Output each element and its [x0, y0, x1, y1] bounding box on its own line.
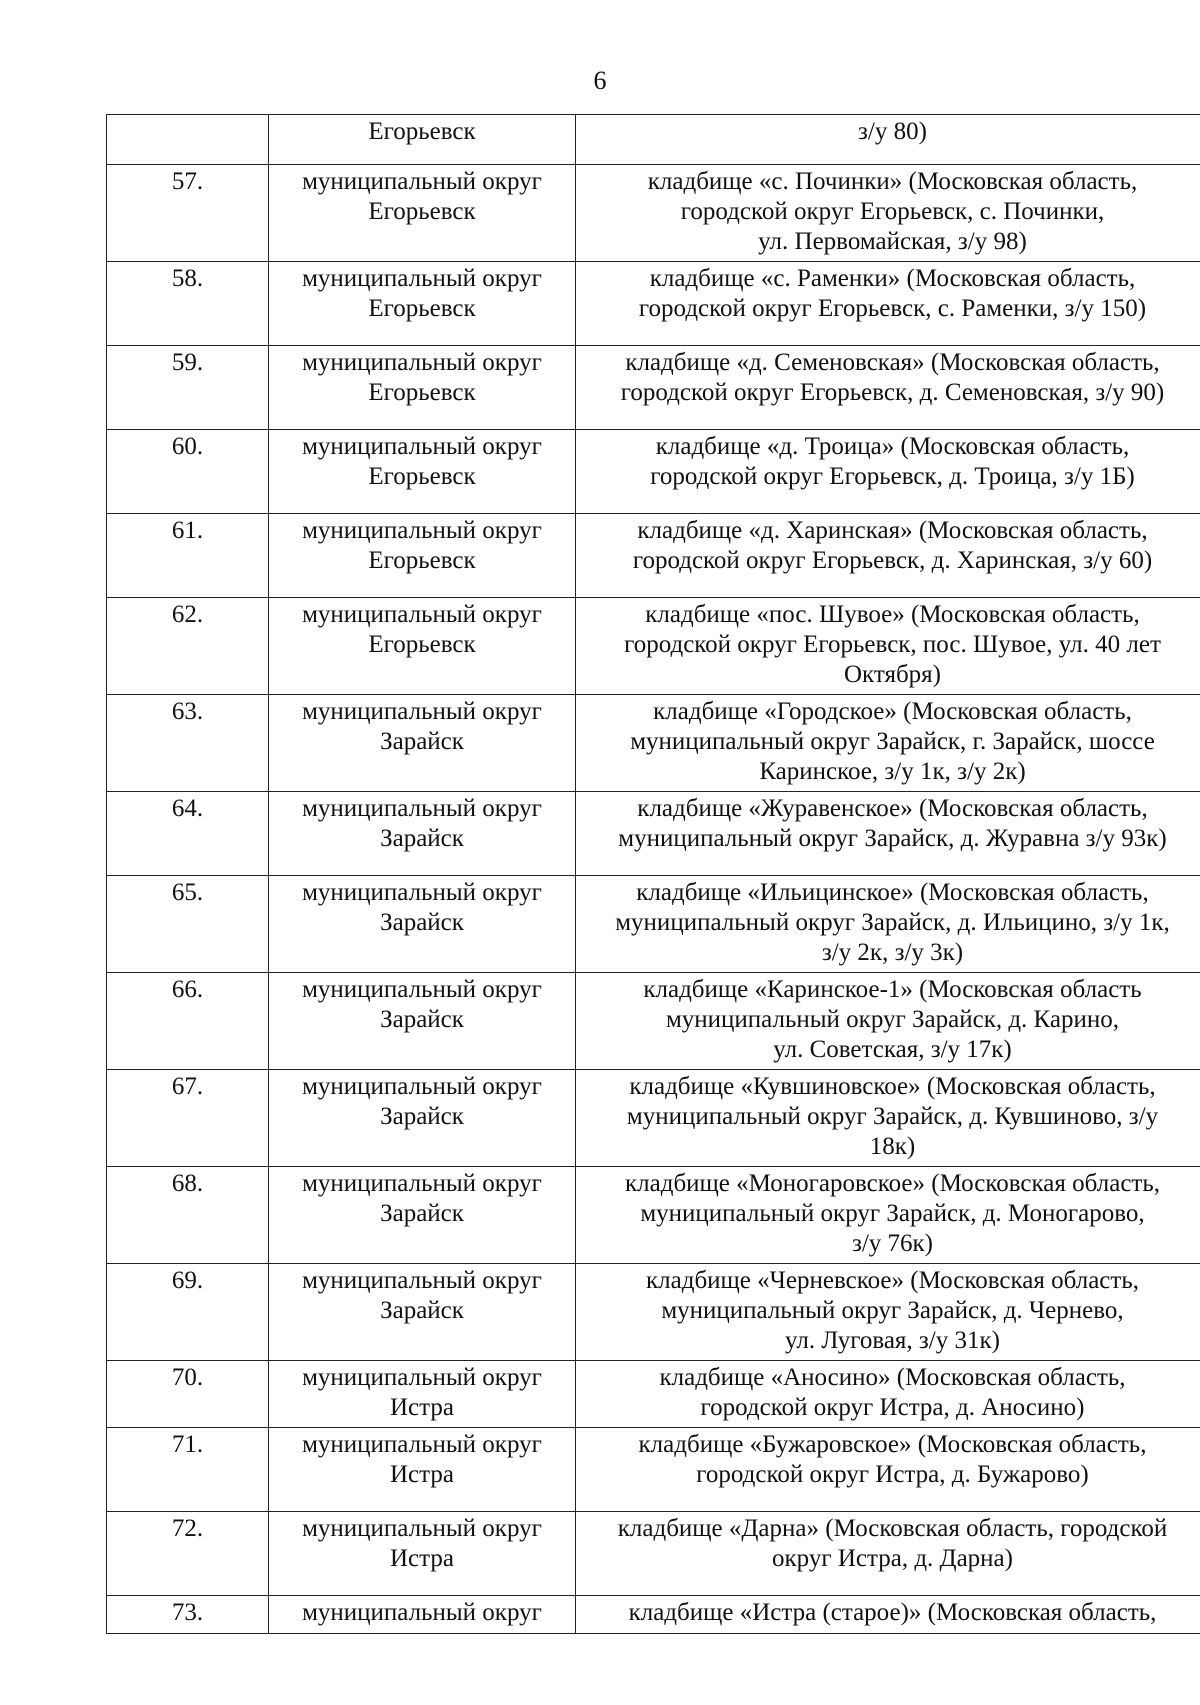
cemetery-line: округ Истра, д. Дарна)	[772, 1545, 1013, 1572]
cemetery-line: кладбище «с. Починки» (Московская область,	[647, 168, 1138, 195]
cemetery-line: кладбище «Ильицинское» (Московская область,	[636, 879, 1149, 906]
cemetery-line: муниципальный округ Зарайск, д. Моногарово,	[640, 1200, 1145, 1227]
cemetery-line: городской округ Егорьевск, с. Раменки, з/у 150)	[638, 295, 1147, 322]
municipality-cell: муниципальный округ Егорьевск	[269, 598, 576, 695]
municipality-cell: муниципальный округ Зарайск	[269, 1264, 576, 1361]
cemetery-line: кладбище «Бужаровское» (Московская область,	[638, 1431, 1147, 1458]
table-row	[107, 262, 1200, 346]
cemetery-line: кладбище «Аносино» (Московская область,	[659, 1364, 1126, 1391]
cemetery-table	[106, 114, 1200, 1634]
cemetery-cell	[576, 1428, 1200, 1512]
table-row	[107, 1264, 1200, 1361]
table-row	[107, 1428, 1200, 1512]
cemetery-line: городской округ Егорьевск, д. Семеновская, з/у 90)	[620, 379, 1165, 406]
cemetery-cell	[576, 115, 1200, 165]
table-row	[107, 1070, 1200, 1167]
cemetery-cell	[576, 346, 1200, 430]
municipality-cell: муниципальный округ Зарайск	[269, 876, 576, 973]
municipality-cell: муниципальный округ Зарайск	[269, 1167, 576, 1264]
cemetery-line: кладбище «Журавенское» (Московская область,	[637, 795, 1148, 822]
cemetery-cell	[576, 1596, 1200, 1634]
cemetery-line: кладбище «д. Семеновская» (Московская область,	[625, 349, 1160, 376]
cemetery-line: Каринское, з/у 1к, з/у 2к)	[759, 758, 1026, 785]
row-number: 57.	[107, 165, 269, 262]
cemetery-cell	[576, 1167, 1200, 1264]
row-number: 71.	[107, 1428, 269, 1512]
cemetery-line: з/у 76к)	[851, 1230, 934, 1257]
cemetery-cell	[576, 165, 1200, 262]
row-number: 62.	[107, 598, 269, 695]
cemetery-line: кладбище «Дарна» (Московская область, городской	[617, 1515, 1168, 1542]
table-row	[107, 1596, 1200, 1634]
cemetery-cell	[576, 1070, 1200, 1167]
municipality-cell: муниципальный округ Зарайск	[269, 792, 576, 876]
cemetery-line: муниципальный округ Зарайск, д. Ильицино, з/у 1к,	[615, 909, 1170, 936]
cemetery-line: городской округ Егорьевск, пос. Шувое, ул. 40 лет	[624, 631, 1161, 658]
table-row	[107, 876, 1200, 973]
row-number: 58.	[107, 262, 269, 346]
municipality-cell: муниципальный округ Егорьевск	[269, 514, 576, 598]
cemetery-line: кладбище «Моногаровское» (Московская область,	[625, 1170, 1160, 1197]
cemetery-line: кладбище «д. Харинская» (Московская область,	[637, 517, 1148, 544]
table-row	[107, 430, 1200, 514]
municipality-cell: муниципальный округ Зарайск	[269, 1070, 576, 1167]
cemetery-line: кладбище «Истра (старое)» (Московская область,	[628, 1599, 1157, 1626]
cemetery-line: городской округ Егорьевск, с. Починки,	[680, 198, 1105, 225]
municipality-cell: муниципальный округ Егорьевск	[269, 165, 576, 262]
table-row	[107, 165, 1200, 262]
row-number: 59.	[107, 346, 269, 430]
row-number: 64.	[107, 792, 269, 876]
cemetery-line: муниципальный округ Зарайск, г. Зарайск, шоссе	[630, 728, 1155, 755]
row-number: 60.	[107, 430, 269, 514]
row-number: 61.	[107, 514, 269, 598]
row-number: 68.	[107, 1167, 269, 1264]
row-number: 69.	[107, 1264, 269, 1361]
cemetery-line: 18к)	[869, 1133, 916, 1160]
cemetery-cell	[576, 1361, 1200, 1428]
row-number: 66.	[107, 973, 269, 1070]
table-row	[107, 695, 1200, 792]
municipality-cell: муниципальный округ Зарайск	[269, 695, 576, 792]
cemetery-cell	[576, 876, 1200, 973]
table-row	[107, 1361, 1200, 1428]
cemetery-line: муниципальный округ Зарайск, д. Кувшиново, з/у	[626, 1103, 1159, 1130]
municipality-cell: муниципальный округ Егорьевск	[269, 346, 576, 430]
cemetery-line: кладбище «Черневское» (Московская область,	[646, 1267, 1139, 1294]
cemetery-line: городской округ Егорьевск, д. Харинская, з/у 60)	[632, 547, 1153, 574]
municipality-cell: муниципальный округ Егорьевск	[269, 262, 576, 346]
table-row	[107, 598, 1200, 695]
table-row	[107, 792, 1200, 876]
row-number	[107, 115, 269, 165]
cemetery-cell	[576, 430, 1200, 514]
cemetery-line: городской округ Истра, д. Аносино)	[700, 1394, 1085, 1421]
cemetery-line: кладбище «Городское» (Московская область,	[653, 698, 1132, 725]
cemetery-line: ул. Первомайская, з/у 98)	[758, 228, 1027, 255]
cemetery-cell	[576, 1264, 1200, 1361]
cemetery-cell	[576, 792, 1200, 876]
row-number: 63.	[107, 695, 269, 792]
cemetery-line: ул. Луговая, з/у 31к)	[785, 1327, 1000, 1354]
cemetery-line: городской округ Егорьевск, д. Троица, з/у 1Б)	[650, 463, 1135, 490]
cemetery-cell	[576, 1512, 1200, 1596]
municipality-cell: муниципальный округ Истра	[269, 1512, 576, 1596]
cemetery-cell	[576, 598, 1200, 695]
table-row	[107, 346, 1200, 430]
row-number: 70.	[107, 1361, 269, 1428]
cemetery-line: з/у 80)	[858, 118, 927, 145]
table-body	[107, 115, 1200, 1634]
row-number: 72.	[107, 1512, 269, 1596]
row-number: 73.	[107, 1596, 269, 1634]
cemetery-cell	[576, 262, 1200, 346]
cemetery-cell	[576, 514, 1200, 598]
municipality-cell: муниципальный округ Истра	[269, 1361, 576, 1428]
table-row	[107, 973, 1200, 1070]
cemetery-line: ул. Советская, з/у 17к)	[773, 1036, 1012, 1063]
row-number: 65.	[107, 876, 269, 973]
cemetery-cell	[576, 973, 1200, 1070]
municipality-cell: муниципальный округ Егорьевск	[269, 430, 576, 514]
table-row	[107, 1512, 1200, 1596]
page-number: 6	[593, 66, 607, 95]
municipality-cell: муниципальный округ Зарайск	[269, 973, 576, 1070]
cemetery-line: з/у 2к, з/у 3к)	[821, 939, 964, 966]
cemetery-cell	[576, 695, 1200, 792]
municipality-cell: муниципальный округ	[269, 1596, 576, 1634]
cemetery-line: кладбище «Кувшиновское» (Московская область,	[629, 1073, 1156, 1100]
cemetery-line: городской округ Истра, д. Бужарово)	[696, 1461, 1089, 1488]
row-number: 67.	[107, 1070, 269, 1167]
table-row	[107, 1167, 1200, 1264]
municipality-cell: Егорьевск	[269, 115, 576, 165]
cemetery-line: кладбище «пос. Шувое» (Московская область,	[645, 601, 1140, 628]
table-row	[107, 514, 1200, 598]
cemetery-line: кладбище «Каринское-1» (Московская область	[643, 976, 1142, 1003]
cemetery-line: Октября)	[843, 661, 941, 688]
municipality-cell: муниципальный округ Истра	[269, 1428, 576, 1512]
table-row	[107, 115, 1200, 165]
cemetery-line: муниципальный округ Зарайск, д. Карино,	[665, 1006, 1120, 1033]
cemetery-line: муниципальный округ Зарайск, д. Журавна з/у 93к)	[618, 825, 1167, 852]
cemetery-line: кладбище «с. Раменки» (Московская область,	[649, 265, 1136, 292]
cemetery-line: муниципальный округ Зарайск, д. Чернево,	[661, 1297, 1124, 1324]
cemetery-line: кладбище «д. Троица» (Московская область,	[655, 433, 1130, 460]
